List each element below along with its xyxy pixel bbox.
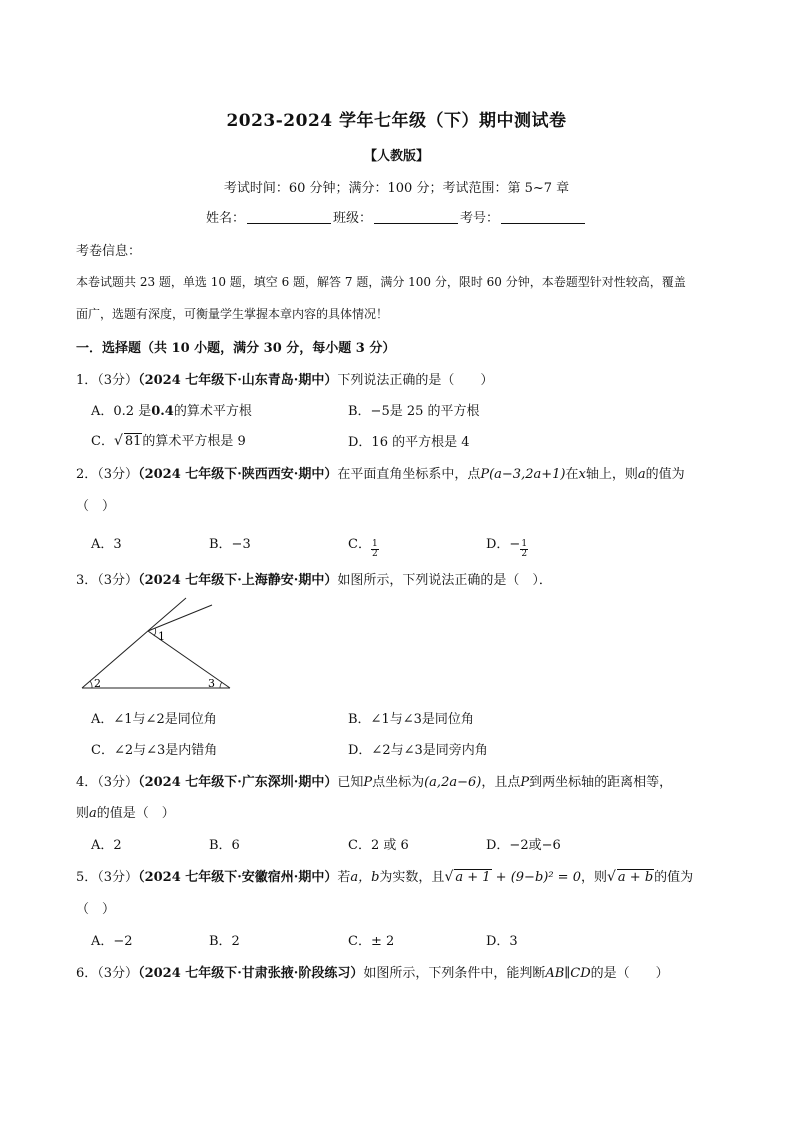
sqrt-symbol: √ (113, 433, 123, 449)
exam-info: 考试时间：60 分钟；满分：100 分；考试范围：第 5~7 章 (223, 181, 570, 196)
q4-stem-6: 的值是（ ） (96, 806, 175, 821)
q2-d-fraction (520, 540, 528, 559)
angle-3-arc (220, 682, 222, 688)
q1-option-c[interactable] (91, 430, 246, 449)
q4-option-c[interactable]: C．2 或 6 (348, 838, 409, 853)
q5-stem-2: 为实数，且 (379, 870, 445, 885)
q3-angle-diagram (76, 592, 246, 696)
q5-score: （3分） (97, 870, 139, 885)
question-2 (76, 463, 685, 482)
q4-p2: P (520, 775, 530, 790)
edition-label: 【人教版】 (363, 149, 429, 164)
q1-c-radicand: 81 (124, 434, 142, 449)
class-label: 班级： (332, 211, 372, 226)
q2-d-num: 1 (521, 539, 528, 549)
q4-option-a[interactable]: A．2 (91, 838, 122, 853)
q2-c-fraction (371, 540, 379, 559)
q2-stem-2: 在 (565, 467, 579, 482)
q4-number: 4． (76, 775, 98, 790)
q4-line-2 (76, 802, 175, 821)
q1-b-text: B．−5 (348, 404, 390, 419)
q5-expression: + (9−b)² = 0 (491, 870, 581, 885)
q5-radicand-2: a + b (617, 870, 654, 885)
q2-paren: （ ） (76, 499, 116, 514)
q6-number: 6． (76, 966, 98, 981)
q3-source: （2024 七年级下·上海静安·期中） (138, 573, 338, 588)
q3-stem: 如图所示，下列说法正确的是（ ）． (337, 573, 552, 588)
question-5 (76, 866, 693, 885)
q4-p: P (363, 775, 373, 790)
sqrt-symbol: √ (607, 869, 616, 885)
q2-number: 2． (76, 467, 98, 482)
number-blank[interactable] (501, 209, 585, 224)
number-label: 考号： (460, 211, 500, 226)
q1-score: （3分） (97, 373, 139, 388)
q3-option-b[interactable]: B．∠1与∠3是同位角 (348, 712, 474, 727)
question-1 (76, 369, 493, 388)
q4-stem-3: ，且点 (481, 775, 521, 790)
q5-source: （2024 七年级下·安徽宿州·期中） (138, 870, 338, 885)
q1-source: （2024 七年级下·山东青岛·期中） (138, 373, 338, 388)
q5-stem-4: 的值为 (654, 870, 694, 885)
angle-2-arc (90, 681, 92, 688)
q5-ab: a，b (350, 870, 380, 885)
q1-a-text: A．0.2 是 (91, 404, 152, 419)
q4-stem-5: 则 (76, 806, 90, 821)
q1-option-b[interactable] (348, 400, 480, 419)
upper-ray (148, 605, 212, 631)
q4-stem-2: 点坐标为 (372, 775, 425, 790)
q3-option-d[interactable]: D．∠2与∠3是同旁内角 (348, 743, 488, 758)
q2-c-den: 2 (371, 549, 378, 559)
q2-d-den: 2 (521, 549, 528, 559)
q5-paren: （ ） (76, 902, 116, 917)
q1-c-text: C． (91, 434, 114, 449)
q2-c-num: 1 (371, 539, 378, 549)
q2-stem-3: 轴上，则 (585, 467, 638, 482)
q2-stem-1: 在平面直角坐标系中，点 (337, 467, 481, 482)
q2-score: （3分） (97, 467, 139, 482)
q4-coord: (a,2a−6) (424, 775, 482, 790)
q1-b-text2: 是 25 的平方根 (389, 404, 480, 419)
name-blank[interactable] (247, 209, 331, 224)
q4-source: （2024 七年级下·广东深圳·期中） (138, 775, 338, 790)
class-blank[interactable] (374, 209, 458, 224)
q2-option-b[interactable]: B．−3 (209, 537, 251, 552)
q5-radicand-1: a + 1 (455, 870, 491, 885)
name-label: 姓名： (205, 211, 245, 226)
q2-option-d[interactable] (486, 533, 528, 559)
sqrt-symbol: √ (444, 869, 454, 885)
q6-score: （3分） (97, 966, 139, 981)
q3-option-c[interactable]: C．∠2与∠3是内错角 (91, 743, 218, 758)
q4-stem-4: 到两坐标轴的距离相等， (529, 775, 673, 790)
q5-stem-1: 若 (337, 870, 351, 885)
q2-a: a (637, 467, 646, 482)
q5-option-b[interactable]: B．2 (209, 934, 240, 949)
angle-1-label: 1 (158, 630, 165, 643)
left-ray (82, 598, 186, 688)
q1-option-d[interactable]: D．16 的平方根是 4 (348, 435, 470, 450)
question-6 (76, 962, 669, 981)
q2-source: （2024 七年级下·陕西西安·期中） (138, 467, 338, 482)
q4-option-b[interactable]: B．6 (209, 838, 240, 853)
q5-option-d[interactable]: D．3 (486, 934, 518, 949)
q1-option-a[interactable] (91, 400, 252, 419)
q1-c-text2: 的算术平方根是 9 (142, 434, 246, 449)
q5-option-a[interactable]: A．−2 (91, 934, 133, 949)
q4-score: （3分） (97, 775, 139, 790)
q6-relation: AB∥CD (545, 966, 591, 981)
q5-option-c[interactable]: C．± 2 (348, 934, 395, 949)
info-line-2: 面广，选题有深度，可衡量学生掌握本章内容的具体情况！ (76, 307, 389, 321)
q2-d-text: D．− (486, 537, 521, 552)
student-fields (0, 207, 793, 226)
q1-number: 1． (76, 373, 98, 388)
section-heading: 一．选择题（共 10 小题，满分 30 分，每小题 3 分） (76, 341, 396, 356)
q4-option-d[interactable]: D．−2或−6 (486, 838, 561, 853)
q1-stem: 下列说法正确的是（ ） (337, 373, 494, 388)
q5-number: 5． (76, 870, 98, 885)
q2-option-c[interactable] (348, 533, 379, 559)
info-line-1: 本卷试题共 23 题，单选 10 题，填空 6 题，解答 7 题，满分 100 分，限时 60 分钟，本卷题型针对性较高，覆盖 (76, 275, 686, 289)
question-4 (76, 771, 672, 790)
q4-a: a (89, 806, 97, 821)
q1-a-value: 0.4 (151, 404, 174, 419)
q2-stem-4: 的值为 (645, 467, 685, 482)
angle-2-label: 2 (94, 677, 101, 690)
q4-stem-1: 已知 (337, 775, 364, 790)
q6-source: （2024 七年级下·甘肃张掖·阶段练习） (138, 966, 364, 981)
q2-x: x (578, 467, 586, 482)
q2-option-a[interactable]: A．3 (91, 537, 122, 552)
angle-3-label: 3 (208, 677, 215, 690)
q3-option-a[interactable]: A．∠1与∠2是同位角 (91, 712, 217, 727)
q1-a-text2: 的算术平方根 (173, 404, 252, 419)
q3-number: 3． (76, 573, 98, 588)
q6-stem-1: 如图所示，下列条件中，能判断 (363, 966, 546, 981)
q5-stem-3: ，则 (580, 870, 607, 885)
q2-c-text: C． (348, 537, 371, 552)
question-3 (76, 569, 552, 588)
q2-point: P(a−3,2a+1) (480, 467, 566, 482)
info-heading: 考卷信息： (76, 244, 142, 259)
q3-score: （3分） (97, 573, 139, 588)
q6-stem-2: 的是（ ） (590, 966, 669, 981)
page-title: 2023-2024 学年七年级（下）期中测试卷 (226, 111, 567, 131)
